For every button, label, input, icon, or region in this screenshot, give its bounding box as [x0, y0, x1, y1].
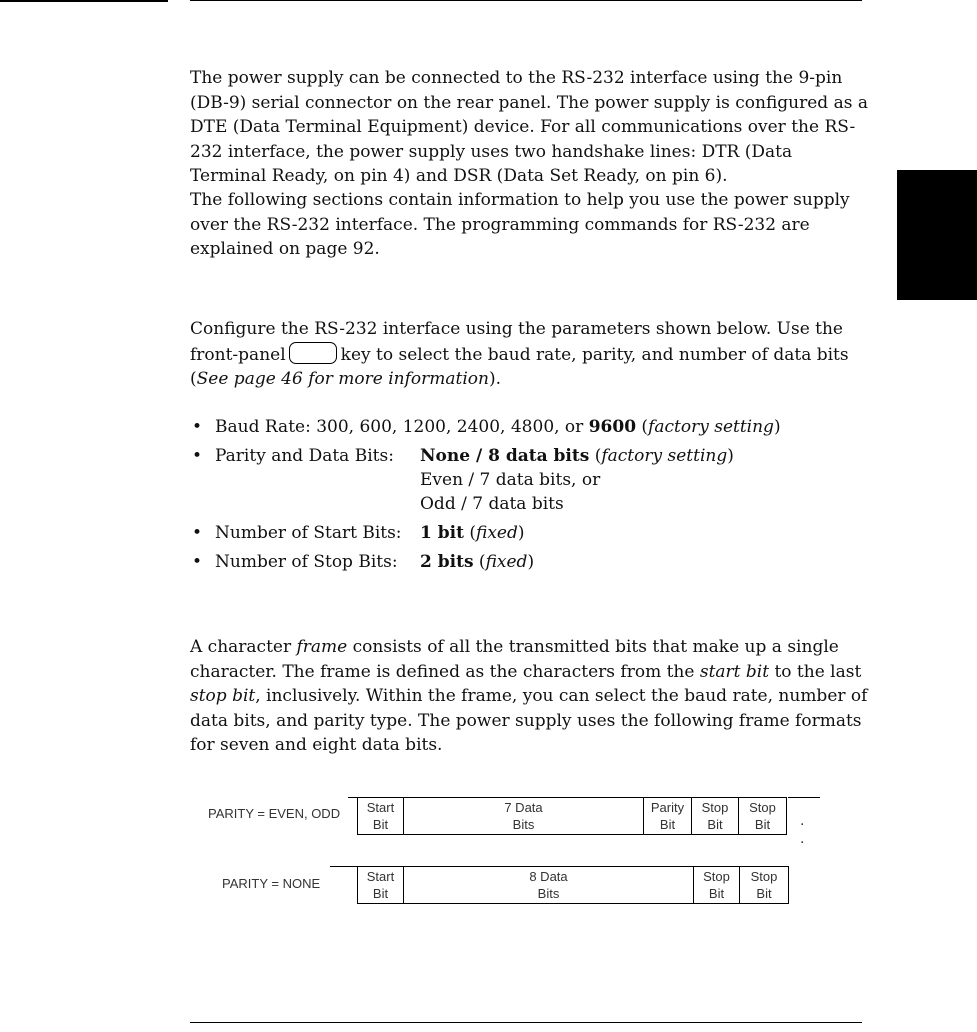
- bullet: •: [192, 446, 203, 466]
- config-paren-close: ).: [488, 369, 502, 389]
- parity-note: factory setting: [601, 446, 728, 466]
- top-left-rule: [0, 0, 168, 2]
- frame-cell-start: [358, 867, 404, 903]
- cell-top: 7 Data: [504, 800, 543, 815]
- cell-top: Stop: [749, 800, 776, 815]
- bottom-rule: [190, 1022, 862, 1023]
- config-line-b-pre: front-panel: [190, 344, 286, 365]
- front-panel-key-icon: [289, 342, 337, 364]
- parity-alt-even: Even / 7 data bits, or: [420, 470, 601, 490]
- cell-top: 8 Data: [529, 869, 568, 884]
- stop-bit-term: stop bit: [190, 686, 256, 706]
- stop-bits-note: fixed: [485, 552, 528, 572]
- cell-bottom: Bit: [372, 886, 389, 901]
- list-item-stop-bits: • Number of Stop Bits: 2 bits (fixed): [192, 552, 535, 572]
- cell-top: Stop: [703, 869, 730, 884]
- start-bit-term: start bit: [699, 661, 770, 682]
- cell-bottom: Bit: [372, 817, 389, 832]
- start-bits-note: fixed: [476, 523, 518, 543]
- cell-bottom: Bit: [659, 817, 676, 832]
- intro-paragraph-1: The power supply can be connected to the RS-232 interface using the 9-pin (DB-9) serial connector on the rear panel. The power supply is configured as a DTE (Data Terminal Equipment) device. For all communications over the RS-232 interface, the power supply uses two handshake lines: DTR (Data Terminal Ready, on pin 4) and DSR (Data Set Ready, on pin 6).: [190, 68, 868, 186]
- list-item-start-bits: • Number of Start Bits: 1 bit (fixed): [192, 523, 525, 543]
- stop-bits-label: Number of Stop Bits:: [215, 552, 398, 572]
- baud-value: 9600: [588, 417, 637, 437]
- cell-bottom: Bit: [756, 886, 772, 901]
- frame-trail-line: [788, 797, 820, 798]
- frame-cells-none: [357, 866, 789, 904]
- config-line-b-post: key to select the baud rate, parity, and number of data bits: [340, 344, 849, 365]
- frame-continuation-dots: . .: [800, 812, 811, 847]
- baud-label: Baud Rate: 300, 600, 1200, 2400, 4800, or: [215, 417, 589, 437]
- frame-label-none: PARITY = NONE: [222, 876, 321, 891]
- cell-bottom: Bit: [708, 886, 725, 901]
- frame-cell-parity: [644, 798, 692, 834]
- frame-text-2: consists of all the transmitted bits that make up a single character. The frame is defined as the characters from the: [190, 637, 839, 682]
- bullet: •: [192, 523, 203, 543]
- frame-cell-data: [404, 867, 694, 903]
- intro-paragraph-2: The following sections contain information to help you use the power supply over the RS-232 interface. The programming commands for RS-232 are explained on page 92.: [190, 190, 850, 259]
- frame-cell-stop: [739, 798, 787, 834]
- parity-label: Parity and Data Bits:: [215, 446, 394, 466]
- chapter-thumb-tab: [897, 170, 977, 300]
- frame-cell-stop: [740, 867, 789, 903]
- frame-text-1: A character: [190, 637, 297, 657]
- start-bits-label: Number of Start Bits:: [215, 523, 402, 543]
- frame-lead-line: [330, 866, 358, 867]
- top-right-rule: [190, 0, 862, 1]
- list-item-baud: • Baud Rate: 300, 600, 1200, 2400, 4800, or 9600 (factory setting): [192, 417, 781, 437]
- parity-value: None / 8 data bits: [420, 446, 590, 466]
- cell-bottom: Bits: [512, 817, 535, 832]
- parity-alt-odd: Odd / 7 data bits: [420, 494, 564, 514]
- cell-top: Start: [366, 800, 395, 815]
- frame-cell-data: [404, 798, 644, 834]
- cell-top: Start: [366, 869, 395, 884]
- bullet: •: [192, 552, 203, 572]
- cell-top: Stop: [750, 869, 778, 884]
- config-paren-open: (: [190, 369, 197, 389]
- baud-note: factory setting: [648, 417, 774, 437]
- frame-cell-start: [358, 798, 404, 834]
- cell-bottom: Bits: [537, 886, 560, 901]
- frame-text-4: , inclusively. Within the frame, you can select the baud rate, number of data bits, and parity type. The power supply uses the following frame formats for seven and eight data bits.: [190, 686, 868, 755]
- frame-word: frame: [296, 637, 348, 657]
- rs232-parameter-list: [190, 415, 870, 579]
- config-line-a: Configure the RS-232 interface using the parameters shown below. Use the: [190, 319, 843, 339]
- config-see-reference: See page 46 for more information: [196, 369, 489, 389]
- frame-label-even-odd: PARITY = EVEN, ODD: [208, 806, 341, 821]
- frame-cells-even-odd: [357, 797, 787, 835]
- frame-cell-stop: [694, 867, 740, 903]
- start-bits-value: 1 bit: [420, 523, 464, 543]
- cell-bottom: Bit: [707, 817, 723, 832]
- cell-top: Stop: [701, 800, 729, 815]
- cell-bottom: Bit: [754, 817, 771, 832]
- frame-paragraph: [190, 635, 870, 758]
- cell-top: Parity: [650, 800, 685, 815]
- list-item-parity: • Parity and Data Bits: None / 8 data bits (factory setting) Even / 7 data bits, or Odd / 7 data bits: [192, 446, 734, 514]
- frame-text-3: to the last: [769, 661, 862, 682]
- stop-bits-value: 2 bits: [420, 552, 474, 572]
- config-paragraph: [190, 317, 870, 392]
- bullet: •: [192, 417, 203, 437]
- frame-cell-stop: [692, 798, 739, 834]
